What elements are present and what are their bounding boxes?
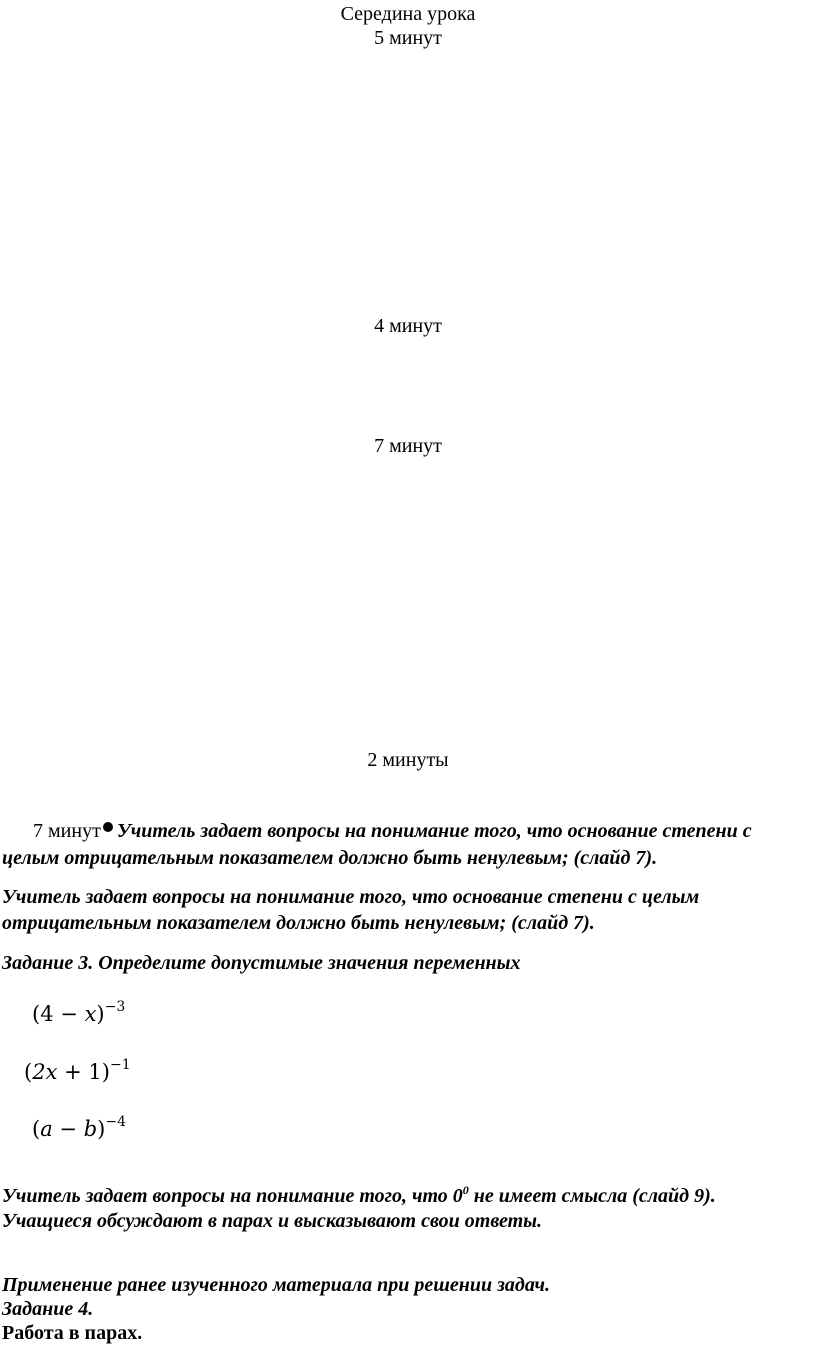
math-expression: $(2x + 1)^{-1}$: [24, 1057, 131, 1084]
task-title: Задание 4.: [2, 1298, 94, 1320]
paragraph-text: Учитель задает вопросы на понимание того, что $0^0$ не имеет смысла (слайд 9).: [2, 1183, 716, 1207]
math-expression: $(4 - x)^{-3}$: [32, 999, 126, 1026]
time-label: 2 минуты: [367, 749, 449, 771]
task-title: Задание 3. Определите допустимые значения переменных: [2, 952, 521, 974]
paragraph-text: Применение ранее изученного материала при решении задач.: [2, 1274, 551, 1296]
math-expression: $(a - b)^{-4}$: [32, 1114, 127, 1141]
paragraph-text: целым отрицательным показателем должно быть ненулевым; (слайд 7).: [2, 847, 658, 869]
paragraph-text: Учитель задает вопросы на понимание того, что основание степени с: [116, 820, 752, 842]
paragraph-text: Учащиеся обсуждают в парах и высказывают свои ответы.: [2, 1210, 543, 1232]
bullet-line: [33, 818, 752, 844]
bullet-icon: [103, 822, 113, 832]
time-label: 4 минут: [374, 315, 442, 337]
time-label: 5 минут: [374, 27, 442, 49]
paragraph-text: отрицательным показателем должно быть ненулевым; (слайд 7).: [2, 912, 595, 934]
paragraph-text: Учитель задает вопросы на понимание того, что основание степени с целым: [2, 886, 700, 908]
time-label: 7 минут: [33, 820, 101, 842]
paragraph-text: Работа в парах.: [2, 1322, 143, 1344]
section-title: Середина урока: [340, 3, 476, 25]
time-label: 7 минут: [374, 435, 442, 457]
